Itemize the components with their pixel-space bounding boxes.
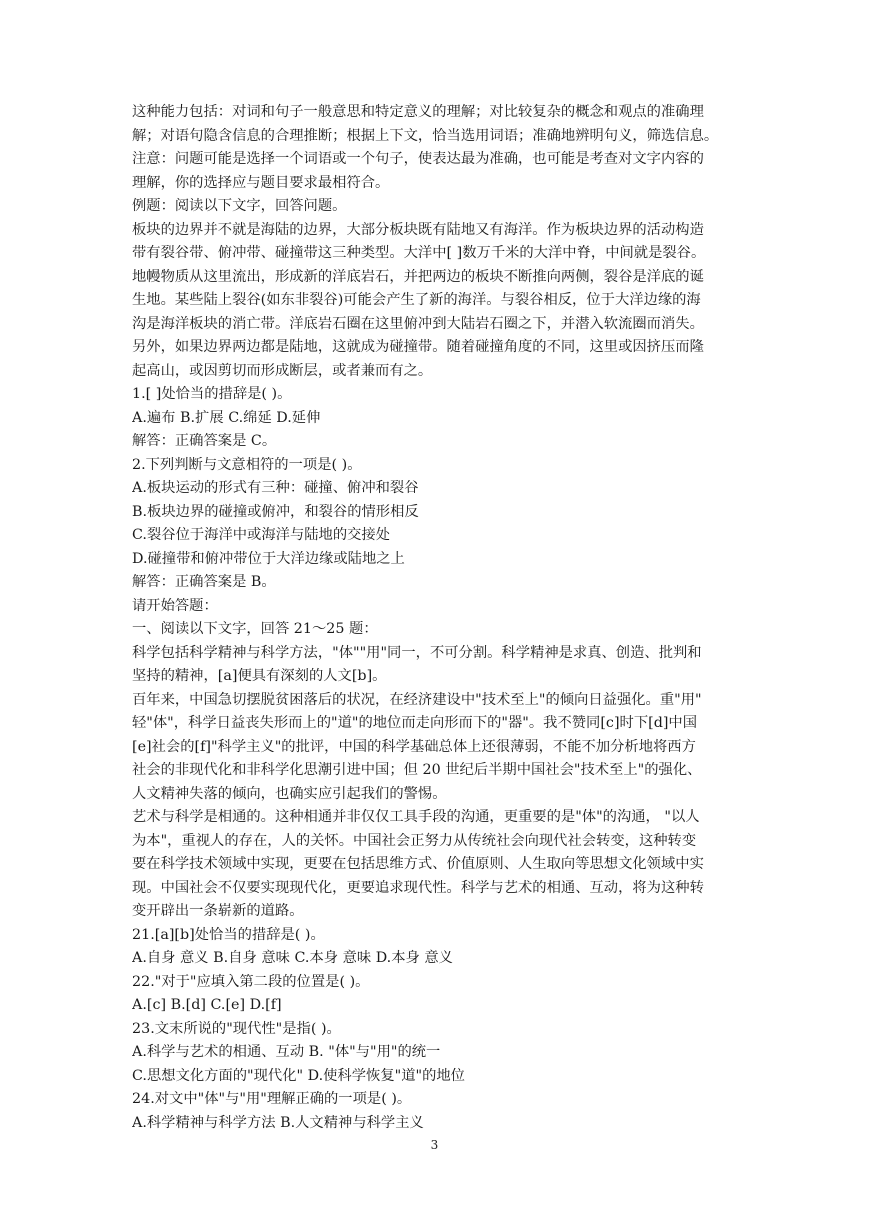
text-line: 注意：问题可能是选择一个词语或一个句子，使表达最为准确，也可能是考查对文字内容的 [132, 151, 704, 167]
text-line: A.[c] B.[d] C.[e] D.[f] [132, 997, 282, 1013]
text-line: 变开辟出一条崭新的道路。 [132, 903, 304, 919]
text-line: 22."对于"应填入第二段的位置是( )。 [132, 973, 370, 990]
text-line: 另外，如果边界两边都是陆地，这就成为碰撞带。随着碰撞角度的不同，这里或因挤压而隆 [132, 339, 704, 355]
text-line: 解答：正确答案是 B。 [132, 574, 276, 590]
text-line: C.思想文化方面的"现代化" D.使科学恢复"道"的地位 [132, 1067, 465, 1084]
text-line: 解答：正确答案是 C。 [132, 433, 277, 449]
text-line: A.自身 意义 B.自身 意味 C.本身 意味 D.本身 意义 [132, 950, 453, 966]
text-line: 2.下列判断与文意相符的一项是( )。 [132, 456, 362, 473]
text-line: 板块的边界并不就是海陆的边界，大部分板块既有陆地又有海洋。作为板块边界的活动构造 [132, 221, 704, 238]
text-line: 为本"，重视人的存在，人的关怀。中国社会正努力从传统社会向现代社会转变，这种转变 [132, 832, 697, 849]
text-line: 艺术与科学是相通的。这种相通并非仅仅工具手段的沟通，更重要的是"体"的沟通， "以人 [132, 809, 700, 825]
text-line: 社会的非现代化和非科学化思潮引进中国；但 20 世纪后半期中国社会"技术至上"的强化、 [132, 762, 702, 778]
text-line: 坚持的精神，[a]便具有深刻的人文[b]。 [132, 668, 387, 684]
text-line: 科学包括科学精神与科学方法，"体""用"同一，不可分割。科学精神是求真、创造、批判和 [132, 644, 702, 661]
text-line: 理解，你的选择应与题目要求最相符合。 [132, 174, 390, 191]
text-line: 请开始答题： [132, 597, 218, 614]
text-line: 一、阅读以下文字，回答 21～25 题： [132, 621, 378, 637]
text-line: 1.[ ]处恰当的措辞是( )。 [132, 386, 292, 402]
text-line: 人文精神失落的倾向，也确实应引起我们的警惕。 [132, 785, 447, 802]
text-line: 解；对语句隐含信息的合理推断；根据上下文，恰当选用词语；准确地辨明句义，筛选信息。 [132, 127, 719, 144]
text-line: 21.[a][b]处恰当的措辞是( )。 [132, 926, 325, 943]
text-line: [e]社会的[f]"科学主义"的批评，中国的科学基础总体上还很薄弱，不能不加分析地将西方 [132, 738, 696, 755]
text-line: B.板块边界的碰撞或俯冲，和裂谷的情形相反 [132, 503, 419, 520]
text-line: 沟是海洋板块的消亡带。洋底岩石圈在这里俯冲到大陆岩石圈之下，并潜入软流圈而消失。 [132, 315, 704, 332]
page-number: 3 [430, 1138, 439, 1152]
document-body [132, 101, 740, 1135]
text-line: D.碰撞带和俯冲带位于大洋边缘或陆地之上 [132, 550, 405, 567]
text-line: 这种能力包括：对词和句子一般意思和特定意义的理解；对比较复杂的概念和观点的准确理 [132, 104, 704, 120]
text-line: C.裂谷位于海洋中或海洋与陆地的交接处 [132, 527, 391, 543]
text-line: 带有裂谷带、俯冲带、碰撞带这三种类型。大洋中[ ]数万千米的大洋中脊，中间就是裂谷。 [132, 245, 706, 261]
text-line: 24.对文中"体"与"用"理解正确的一项是( )。 [132, 1091, 412, 1107]
text-line: 例题：阅读以下文字，回答问题。 [132, 198, 347, 214]
text-line: A.科学精神与科学方法 B.人文精神与科学主义 [132, 1114, 424, 1131]
text-line: 要在科学技术领域中实现，更要在包括思维方式、价值原则、人生取向等思想文化领域中实 [132, 856, 704, 872]
text-line: 23.文末所说的"现代性"是指( )。 [132, 1020, 341, 1037]
text-line: 生地。某些陆上裂谷(如东非裂谷)可能会产生了新的海洋。与裂谷相反，位于大洋边缘的海 [132, 292, 701, 308]
text-line: 起高山，或因剪切而形成断层，或者兼而有之。 [132, 362, 433, 379]
text-line: A.遍布 B.扩展 C.绵延 D.延伸 [132, 409, 321, 426]
text-line: 轻"体"，科学日益丧失形而上的"道"的地位而走向形而下的"器"。我不赞同[c]时下[d]中国 [132, 715, 698, 731]
text-line: 百年来，中国急切摆脱贫困落后的状况，在经济建设中"技术至上"的倾向日益强化。重"用" [132, 691, 702, 708]
text-line: 地幔物质从这里流出，形成新的洋底岩石，并把两边的板块不断推向两侧，裂谷是洋底的诞 [132, 268, 704, 285]
text-line: A.科学与艺术的相通、互动 B. "体"与"用"的统一 [132, 1044, 441, 1060]
text-line: A.板块运动的形式有三种：碰撞、俯冲和裂谷 [132, 480, 419, 496]
text-line: 现。中国社会不仅要实现现代化，更要追求现代性。科学与艺术的相通、互动，将为这种转 [132, 879, 704, 896]
